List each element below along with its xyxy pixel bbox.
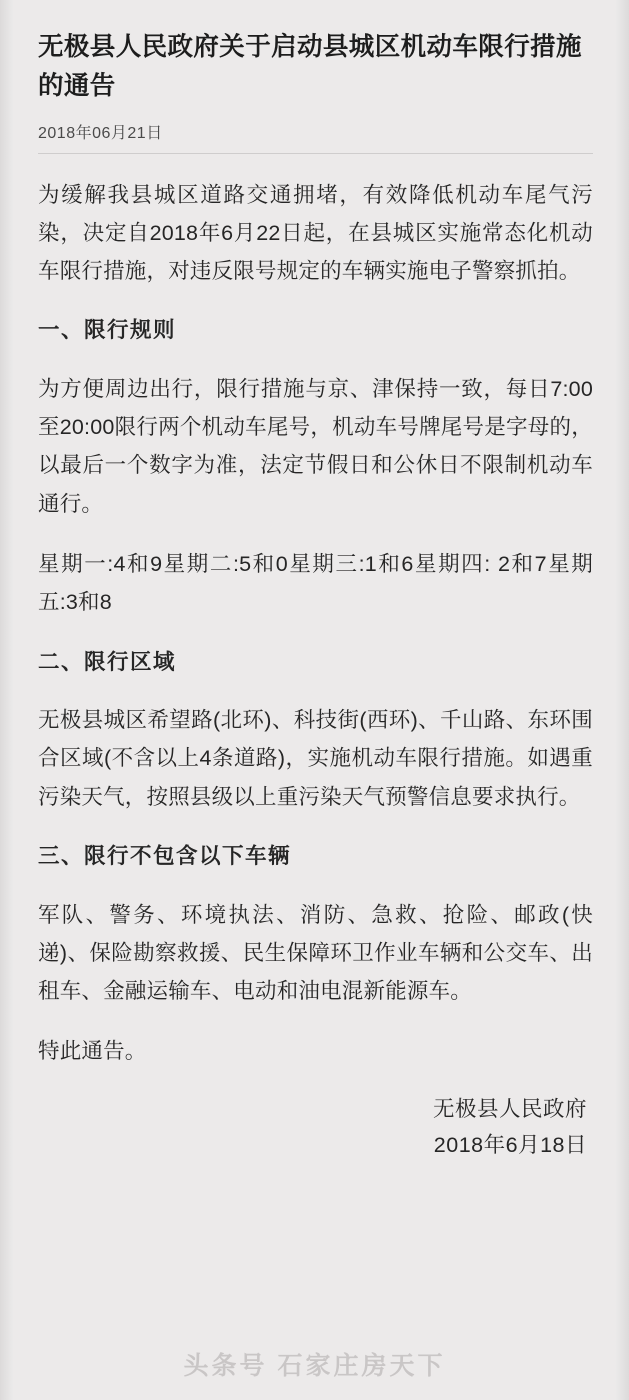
intro-paragraph: 为缓解我县城区道路交通拥堵，有效降低机动车尾气污染，决定自2018年6月22日起，在县城区实施常态化机动车限行措施，对违反限号规定的车辆实施电子警察抓拍。 xyxy=(38,182,593,284)
section-2-paragraph-1: 无极县城区希望路(北环)、科技街(西环)、千山路、东环围合区域(不含以上4条道路)，实施机动车限行措施。如遇重污染天气，按照县级以上重污染天气预警信息要求执行。 xyxy=(38,708,593,809)
section-heading-1: 一、限行规则 xyxy=(38,318,177,343)
watermark-main: 头条号 石家庄房天下 xyxy=(183,1352,446,1380)
publish-date: 2018年06月21日 xyxy=(38,124,163,142)
signature-org: 无极县人民政府 xyxy=(432,1096,587,1121)
section-1-paragraph-2: 星期一:4和9星期二:5和0星期三:1和6星期四: 2和7星期五:3和8 xyxy=(38,551,593,615)
section-heading-2: 二、限行区域 xyxy=(38,649,177,674)
page-title: 无极县人民政府关于启动县城区机动车限行措施的通告 xyxy=(38,33,582,100)
header-divider xyxy=(38,153,593,154)
section-heading-3: 三、限行不包含以下车辆 xyxy=(38,843,292,868)
closing-paragraph: 特此通告。 xyxy=(38,1039,147,1064)
signature-date: 2018年6月18日 xyxy=(433,1133,587,1158)
section-3-paragraph-1: 军队、警务、环境执法、消防、急救、抢险、邮政(快递)、保险勘察救援、民生保障环卫作业车辆和公交车、出租车、金融运输车、电动和油电混新能源车。 xyxy=(38,902,593,1004)
section-1-paragraph-1: 为方便周边出行，限行措施与京、津保持一致，每日7:00至20:00限行两个机动车尾号，机动车号牌尾号是字母的，以最后一个数字为准，法定节假日和公休日不限制机动车通行。 xyxy=(38,376,593,516)
